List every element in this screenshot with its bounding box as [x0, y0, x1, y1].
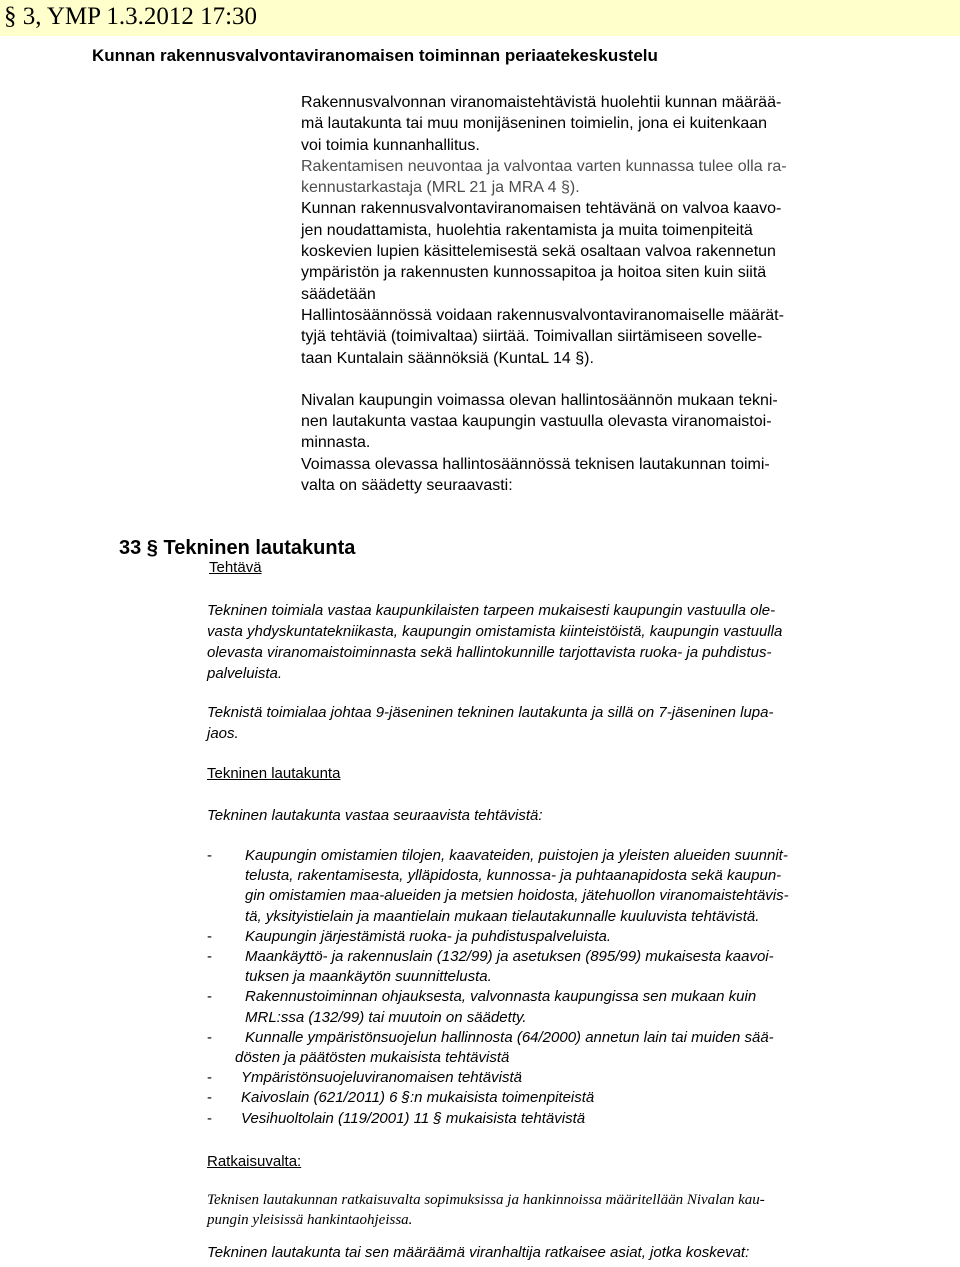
text-line: Voimassa olevassa hallintosäännössä teknisen lautakunnan toimi-	[301, 455, 770, 473]
intro-text	[301, 92, 901, 496]
text-line: Rakennusvalvonnan viranomaistehtävistä huolehtii kunnan määrää-	[301, 94, 782, 111]
list-item	[207, 1028, 907, 1068]
list-item	[207, 1109, 907, 1129]
responsibilities-list	[207, 846, 907, 1129]
list-item	[207, 1068, 907, 1088]
list-item	[207, 1088, 907, 1108]
text-line: Rakennustoiminnan ohjauksesta, valvonnasta kaupungissa sen mukaan kuin	[245, 988, 757, 1006]
text-line: Kunnan rakennusvalvontaviranomaisen tehtävänä on valvoa kaavo-	[301, 200, 782, 218]
ratkaisuvalta-text	[207, 1190, 907, 1230]
text-line: Teknisen lautakunnan ratkaisuvalta sopimuksissa ja hankinnoissa määritellään Nivalan kau-	[207, 1192, 765, 1208]
text-line: Hallintosäännössä voidaan rakennusvalvontaviranomaiselle määrät-	[301, 306, 784, 324]
text-line: Teknistä toimialaa johtaa 9-jäseninen tekninen lautakunta ja sillä on 7-jäseninen lupa-	[207, 704, 774, 721]
text-line: telusta, rakentamisesta, ylläpidosta, kunnossa- ja puhtaanapidosta sekä kaupun-	[245, 867, 782, 885]
ratkaisuvalta-label: Ratkaisuvalta:	[207, 1153, 302, 1170]
list-item	[207, 927, 907, 947]
text-line: Kunnalle ympäristönsuojelun hallinnosta (64/2000) annetun lain tai muiden sää-	[245, 1028, 774, 1046]
text-line: ympäristön ja rakennusten kunnossapitoa ja hoitoa siten kuin siitä	[301, 264, 767, 282]
text-line: valta on säädetty seuraavasti:	[301, 477, 513, 495]
text-line: olevasta viranomaistoiminnasta sekä hallintokunnille tarjottavista ruoka- ja puhdistus-	[207, 644, 772, 661]
dash-marker: -	[207, 1069, 212, 1087]
text-line: MRL:ssa (132/99) tai muutoin on säädetty.	[245, 1008, 527, 1026]
dash-marker: -	[207, 927, 212, 945]
list-item	[207, 987, 907, 1027]
text-line: mä lautakunta tai muu monijäseninen toimielin, jona ei kuitenkaan	[301, 115, 768, 133]
intro-paragraph-4	[301, 390, 901, 454]
dash-marker: -	[207, 1089, 212, 1107]
text-line: minnasta.	[301, 434, 371, 452]
text-line: voi toimia kunnanhallitus.	[301, 136, 480, 154]
text-line: taan Kuntalain säännöksiä (KuntaL 14 §).	[301, 349, 594, 367]
text-line: nen lautakunta vastaa kaupungin vastuulla olevasta viranomaistoi-	[301, 413, 772, 431]
text-line: Kaupungin järjestämistä ruoka- ja puhdistuspalveluista.	[245, 927, 612, 945]
header-text: § 3, YMP 1.3.2012 17:30	[4, 3, 258, 30]
text-line: koskevien lupien käsittelemisestä sekä osaltaan valvoa rakennetun	[301, 243, 776, 261]
text-line: Kaivoslain (621/2011) 6 §:n mukaisista toimenpiteistä	[241, 1089, 595, 1107]
dash-marker: -	[207, 1109, 212, 1127]
list-item	[207, 846, 907, 927]
text-line: säädetään	[301, 285, 376, 303]
document-title: Kunnan rakennusvalvontaviranomaisen toiminnan periaatekeskustelu	[92, 46, 658, 65]
text-line: dösten ja päätösten mukaisista tehtävistä	[235, 1049, 510, 1067]
text-line: Nivalan kaupungin voimassa olevan hallintosäännön mukaan tekni-	[301, 391, 778, 409]
text-line: tä, yksityistielain ja maantielain mukaan tielautakunnalle kuuluvista tehtävistä.	[245, 907, 760, 925]
intro-paragraph-1	[301, 92, 901, 156]
text-line: jen noudattamista, huolehtia rakentamista ja muita toimenpiteitä	[301, 221, 753, 239]
list-item	[207, 947, 907, 987]
dash-marker: -	[207, 1028, 212, 1046]
text-line: kennustarkastaja (MRL 21 ja MRA 4 §).	[301, 179, 580, 197]
section-paragraph-1	[207, 600, 907, 684]
text-line: jaos.	[207, 725, 239, 742]
text-line: vasta yhdyskuntatekniikasta, kaupungin omistamista kiinteistöistä, kaupungin vastuulla	[207, 623, 783, 640]
text-line: Kaupungin omistamien tilojen, kaavateiden, puistojen ja yleisten alueiden suunnit-	[245, 847, 788, 864]
header-bar	[0, 0, 960, 36]
text-line: Ympäristönsuojeluviranomaisen tehtävistä	[241, 1069, 522, 1087]
text-line: palveluista.	[207, 665, 283, 682]
responsibilities-intro: Tekninen lautakunta vastaa seuraavista tehtävistä:	[207, 807, 543, 824]
intro-paragraph-3	[301, 198, 901, 368]
intro-paragraph-2	[301, 156, 901, 199]
text-line: tuksen ja maankäytön suunnittelusta.	[245, 968, 492, 986]
paragraph-gap	[301, 369, 901, 390]
text-line: gin omistamien maa-alueiden ja metsien hoidosta, jätehuollon viranomaistehtävis-	[245, 887, 789, 905]
section-subheading: Tehtävä	[209, 559, 262, 576]
text-line: Tekninen toimiala vastaa kaupunkilaisten tarpeen mukaisesti kaupungin vastuulla ole-	[207, 602, 776, 619]
section-paragraph-2	[207, 702, 907, 744]
text-line: pungin yleisissä hankintaohjeissa.	[207, 1212, 413, 1228]
dash-marker: -	[207, 948, 212, 966]
underline-heading: Tekninen lautakunta	[207, 765, 341, 782]
text-line: Vesihuoltolain (119/2001) 11 § mukaisista tehtävistä	[241, 1109, 586, 1127]
dash-marker: -	[207, 988, 212, 1006]
section-heading: 33 § Tekninen lautakunta	[119, 537, 356, 559]
text-line: Maankäyttö- ja rakennuslain (132/99) ja asetuksen (895/99) mukaisesta kaavoi-	[245, 948, 774, 966]
final-line: Tekninen lautakunta tai sen määräämä viranhaltija ratkaisee asiat, jotka koskevat:	[207, 1244, 750, 1261]
text-line: Rakentamisen neuvontaa ja valvontaa varten kunnassa tulee olla ra-	[301, 157, 787, 175]
text-line: tyjä tehtäviä (toimivaltaa) siirtää. Toimivallan siirtämiseen sovelle-	[301, 328, 763, 346]
intro-paragraph-5	[301, 454, 901, 497]
dash-marker: -	[207, 847, 212, 864]
